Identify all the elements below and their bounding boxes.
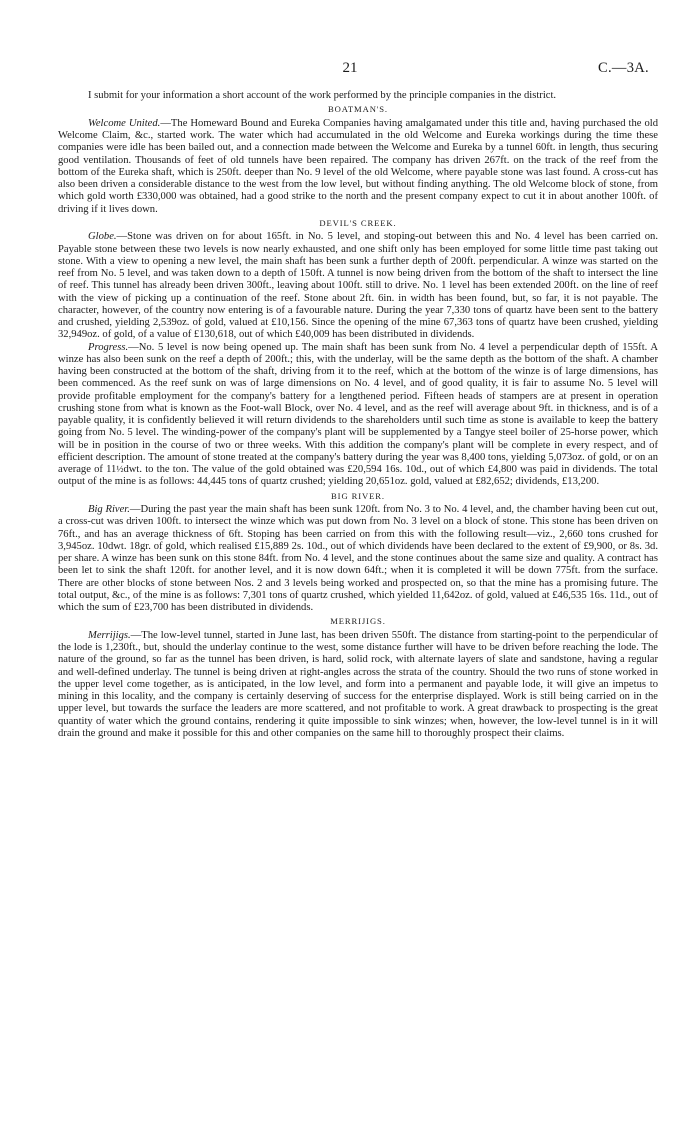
body-text — [58, 90, 658, 740]
paragraph-merrijigs — [58, 630, 658, 740]
fraction: ½ — [116, 465, 124, 475]
paragraph-big-river — [58, 504, 658, 614]
intro-paragraph: I submit for your information a short account of the work performed by the principle companies in the district. — [88, 90, 557, 101]
paragraph-text-continued: dwt. to the ton. The value of the gold obtained was £20,594 16s. 10d., out of which £4,800 was paid in dividends. The total output of the mine is as follows: 44,445 tons of quartz crushed; yielding 20,651oz. gold, valued at £82,652; dividends, £13,200. — [58, 464, 658, 488]
paragraph-lead: Merrijigs. — [88, 629, 131, 641]
page-number: 21 — [342, 60, 358, 76]
document-reference: C.—3A. — [598, 60, 649, 76]
paragraph-text: —The Homeward Bound and Eureka Companies having amalgamated under this title and, having purchased the old Welcome Claim, &c., started work. The water which had accumulated in the old Welcome and Eureka workings during the time these companies were idle has been bailed out, and a connection made between the Welcome and Eureka by a tunnel 60ft. in length, thus securing good ventilation. Thousands of feet of old tunnels have been repaired. The company has driven 267ft. on the track of the reef from the bottom of the Eureka shaft, which is 250ft. deeper than No. 9 level of the old Welcome, where payable stone was last found. A cross-cut has also been driven a considerable distance to the west from the low level, but without finding anything. The old Welcome block of stone, from which gold worth £330,000 was obtained, had a good strike to the north and the present company expect to cut it in about another 100ft. of driving if it lives down. — [58, 117, 658, 215]
paragraph-welcome-united — [58, 118, 658, 216]
paragraph-lead: Welcome United. — [88, 117, 161, 129]
paragraph-lead: Big River. — [88, 504, 130, 515]
paragraph-globe — [58, 231, 658, 341]
paragraph-lead: Progress. — [88, 341, 129, 353]
paragraph-lead: Globe. — [88, 231, 117, 243]
paragraph-text: —No. 5 level is now being opened up. The main shaft has been sunk from No. 4 level a perpendicular depth of 155ft. A winze has also been sunk on the reef a depth of 200ft.; this, with the underlay, will be the same depth as the bottom of the shaft. A chamber having been constructed at the bottom of the shaft, driving from it to the reef, which at the bottom of the winze is of large dimensions, has been commenced. As the reef sunk on was of large dimensions on No. 4 level, and of good quality, it is fair to assume No. 5 level will provide profitable employment for the company's battery for a lengthened period. Fifteen heads of stampers are at present in operation crushing stone from what is known as the Foot-wall Block, over No. 4 level, and as the reef will average about 9ft. in thickness, and is of a payable quality, it is confidently believed it will return dividends to the shareholders until such time as stone is available to keep the battery going from No. 5 level. The winding-power of the company's plant will be supplemented by a Tangye steel boiler of 25-horse power, which will be in position in the course of two or three weeks. With this addition the company's plant will be complete in every respect, and of efficient description. The amount of stone treated at the company's battery during the year was 8,400 tons, yielding 5,073oz. of gold, or on an average of 11 — [58, 341, 658, 475]
paragraph-text: —Stone was driven on for about 165ft. in No. 5 level, and stoping-out between this and No. 4 level has been carried on. Payable stone between these two levels is now nearly exhausted, and one shift only has been employed for some little time past taking out stone. With a view to opening a new level, the main shaft has been sunk a further depth of 200ft. perpendicular. A winze was started on the reef from No. 5 level, and was taken down to a depth of 150ft. A tunnel is now being driven from the bottom of the shaft to intersect the line of reef. This tunnel has already been driven 300ft., leaving about 100ft. still to drive. No. 1 level has been extended 200ft. on the line of reef with the view of picking up a continuation of the reef. Stone about 2ft. 6in. in width has been found, but, so far, it is not payable. The character, however, of the country now entering is of a favourable nature. During the year 7,330 tons of quartz have been sent to the battery and crushed, yielding 2,539oz. of gold, valued at £10,156. Since the opening of the mine 67,363 tons of quartz have been crushed, yielding 32,949oz. of gold, of a value of £130,618, out of which £40,009 has been distributed in dividends. — [58, 231, 658, 341]
section-heading-big-river: BIG RIVER. — [331, 490, 385, 501]
paragraph-progress — [58, 342, 658, 489]
page-header — [0, 60, 700, 80]
paragraph-text: —The low-level tunnel, started in June last, has been driven 550ft. The distance from starting-point to the perpendicular of the lode is 1,230ft., but, should the underlay continue to the west, some distance further will have to be driven before reaching the lode. The nature of the ground, so far as the tunnel has been driven, is hard, solid rock, with alternate layers of slate and sandstone, having a regular and well-defined underlay. The tunnel is being driven at right-angles across the strata of the country. Should the two runs of stone worked in the upper level come together, as is anticipated, in the low level, and form into a permanent and payable lode, it will give an impetus to mining in this locality, and the company is certainly deserving of success for the enterprise displayed. Work is still being carried on in the upper level, but towards the surface the leaders are more scattered, and not profitable to work. A great drawback to prospecting is the great quantity of water which the ground contains, rendering it quite impossible to sink winzes; when, however, the low-level tunnel is in it will drain the ground and make it possible for this and other companies on the same hill to thoroughly prospect their claims. — [58, 629, 658, 739]
section-heading-boatmans: BOATMAN'S. — [328, 104, 388, 115]
paragraph-text: —During the past year the main shaft has been sunk 120ft. from No. 3 to No. 4 level, and, the chamber having been cut out, a cross-cut was driven 100ft. to intersect the winze which was put down from No. 3 level on a block of stone. This stone has been driven on 76ft., and has an average thickness of 6ft. Stoping has been carried on from this with the following result—viz., 2,660 tons crushed for 3,945oz. 10dwt. 18gr. of gold, which realised £15,889 2s. 10d., out of which dividends have been declared to the extent of £9,900, or 8s. 3d. per share. A winze has been sunk on this stone 84ft. from No. 4 level, and the stone continues about the same size and quality. A contract has been let to sink the shaft 120ft. for another level, and it is now down 64ft.; when it is completed it will be down 775ft. from the surface. There are other blocks of stone between Nos. 2 and 3 levels being worked and prospected on, so that the mine has a promising future. The total output, &c., of the mine is as follows: 7,301 tons of quartz crushed, which yielded 11,642oz. of gold, valued at £46,535 16s. 11d., out of which the sum of £23,700 has been distributed in dividends. — [58, 504, 658, 613]
section-heading-devils-creek: DEVIL'S CREEK. — [319, 217, 397, 228]
section-heading-merrijigs: MERRIJIGS. — [330, 616, 386, 627]
